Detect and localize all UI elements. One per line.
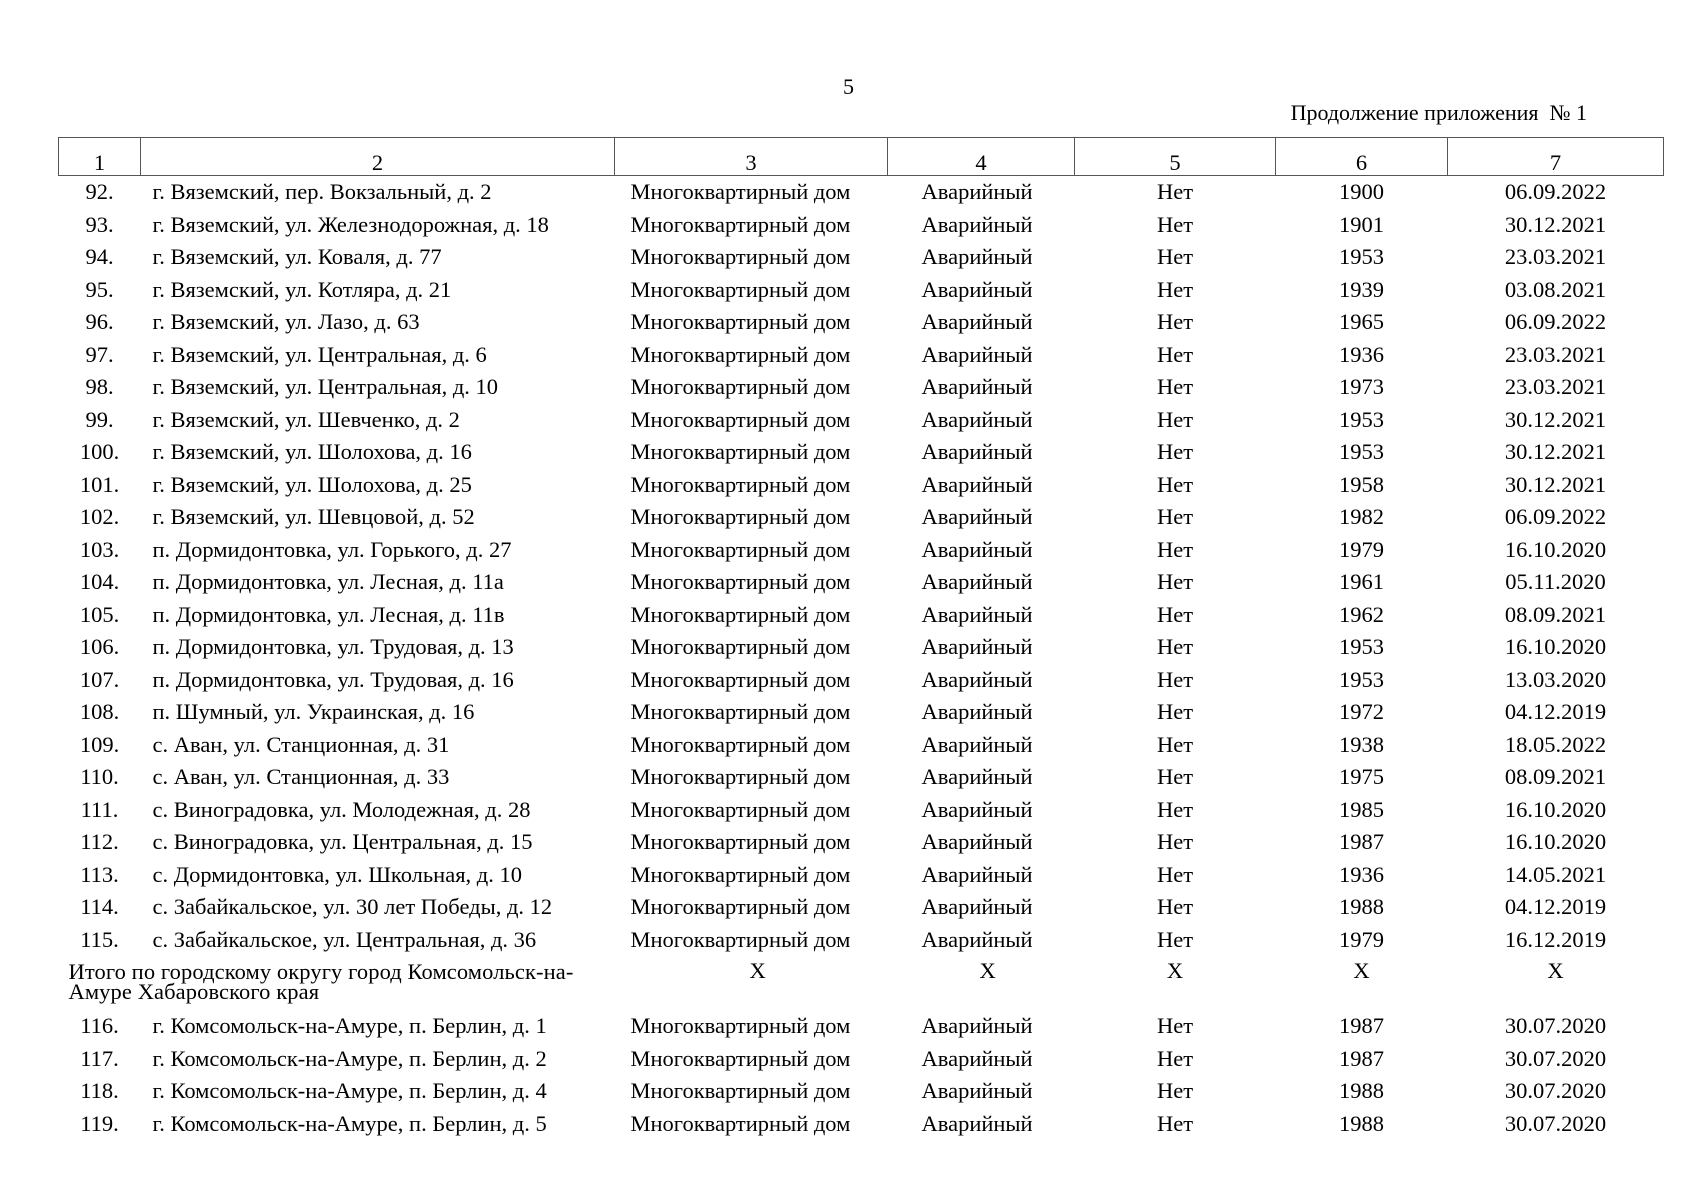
row-date: 06.09.2022 [1504,504,1607,530]
row-year: 1979 [1339,536,1384,562]
subtotal-mark: X [979,958,996,983]
row-flag: Нет [1156,211,1194,237]
row-condition: Аварийный [921,244,1033,270]
row-building-type: Многоквартирный дом [630,211,851,237]
row-condition: Аварийный [921,211,1033,237]
row-address: г. Вяземский, ул. Котляра, д. 21 [152,276,452,302]
housing-table [58,137,1664,1140]
row-date: 06.09.2022 [1504,309,1607,335]
continuation-title: Продолжение приложения № 1 [1290,100,1587,125]
row-number: 117. [80,1045,119,1071]
row-number: 113. [80,861,119,887]
row-flag: Нет [1156,666,1194,692]
column-header: 7 [1448,138,1664,176]
row-date: 30.07.2020 [1504,1045,1607,1071]
row-flag: Нет [1156,406,1194,432]
row-year: 1987 [1339,1013,1384,1039]
table-row [59,241,1664,274]
row-number: 119. [80,1110,119,1136]
row-condition: Аварийный [921,699,1033,725]
table-row [59,1043,1664,1076]
row-building-type: Многоквартирный дом [630,471,851,497]
subtotal-row [59,956,1664,1010]
table-row [59,729,1664,762]
row-building-type: Многоквартирный дом [630,504,851,530]
table-row [59,371,1664,404]
row-year: 1988 [1339,1078,1384,1104]
row-date: 08.09.2021 [1504,764,1607,790]
row-number: 94. [85,244,114,270]
row-flag: Нет [1156,796,1194,822]
row-building-type: Многоквартирный дом [630,1110,851,1136]
row-condition: Аварийный [921,341,1033,367]
row-address: с. Виноградовка, ул. Молодежная, д. 28 [152,796,531,822]
row-condition: Аварийный [921,309,1033,335]
table-row [59,566,1664,599]
row-flag: Нет [1156,309,1194,335]
row-date: 30.12.2021 [1504,439,1607,465]
row-address: г. Вяземский, ул. Центральная, д. 10 [152,374,499,400]
row-address: г. Вяземский, пер. Вокзальный, д. 2 [152,179,492,205]
row-address: с. Аван, ул. Станционная, д. 31 [152,731,450,757]
row-year: 1985 [1339,796,1384,822]
row-condition: Аварийный [921,1045,1033,1071]
row-number: 96. [85,309,114,335]
row-year: 1961 [1339,569,1384,595]
row-date: 16.12.2019 [1504,926,1607,952]
row-flag: Нет [1156,244,1194,270]
row-flag: Нет [1156,471,1194,497]
subtotal-mark: X [749,958,766,983]
subtotal-mark: X [1166,958,1184,983]
row-building-type: Многоквартирный дом [630,829,851,855]
row-address: п. Дормидонтовка, ул. Лесная, д. 11а [152,569,504,595]
row-address: п. Шумный, ул. Украинская, д. 16 [152,699,475,725]
row-date: 04.12.2019 [1504,894,1607,920]
row-flag: Нет [1156,1013,1194,1039]
row-flag: Нет [1156,634,1194,660]
row-number: 106. [79,634,120,660]
row-year: 1936 [1339,861,1384,887]
row-year: 1953 [1339,634,1384,660]
row-date: 23.03.2021 [1504,244,1607,270]
row-address: г. Вяземский, ул. Шевцовой, д. 52 [152,504,475,530]
table-row [59,501,1664,534]
row-building-type: Многоквартирный дом [630,764,851,790]
row-condition: Аварийный [921,1013,1033,1039]
table-body [59,176,1664,1141]
row-year: 1987 [1339,1045,1384,1071]
row-building-type: Многоквартирный дом [630,244,851,270]
row-number: 116. [80,1013,119,1039]
page-number: 5 [843,74,854,99]
row-date: 05.11.2020 [1505,569,1606,595]
row-condition: Аварийный [921,829,1033,855]
row-date: 16.10.2020 [1504,634,1607,660]
table-row [59,1010,1664,1043]
row-address: г. Вяземский, ул. Коваля, д. 77 [152,244,442,270]
column-header: 3 [615,138,888,176]
row-condition: Аварийный [921,1078,1033,1104]
subtotal-label: Итого по городскому округу город Комсомольск-на-Амуре Хабаровского края [68,959,574,1004]
row-address: с. Аван, ул. Станционная, д. 33 [152,764,450,790]
row-year: 1973 [1339,374,1384,400]
row-number: 118. [80,1078,119,1104]
row-building-type: Многоквартирный дом [630,861,851,887]
table-row [59,664,1664,697]
row-address: г. Комсомольск-на-Амуре, п. Берлин, д. 4 [152,1078,547,1104]
row-flag: Нет [1156,341,1194,367]
row-number: 105. [79,601,120,627]
table-row [59,696,1664,729]
column-header: 1 [59,138,141,176]
row-date: 30.07.2020 [1504,1078,1607,1104]
row-year: 1901 [1339,211,1384,237]
row-condition: Аварийный [921,1110,1033,1136]
row-address: г. Комсомольск-на-Амуре, п. Берлин, д. 2 [152,1045,547,1071]
row-condition: Аварийный [921,276,1033,302]
row-address: с. Забайкальское, ул. Центральная, д. 36 [152,926,537,952]
row-year: 1958 [1339,471,1384,497]
row-flag: Нет [1156,536,1194,562]
table-row [59,859,1664,892]
row-address: с. Виноградовка, ул. Центральная, д. 15 [152,829,533,855]
row-year: 1936 [1339,341,1384,367]
row-date: 08.09.2021 [1504,601,1607,627]
row-flag: Нет [1156,439,1194,465]
row-number: 115. [80,926,119,952]
row-building-type: Многоквартирный дом [630,699,851,725]
row-year: 1953 [1339,666,1384,692]
row-year: 1975 [1339,764,1384,790]
table-row [59,436,1664,469]
row-date: 03.08.2021 [1504,276,1607,302]
row-flag: Нет [1156,764,1194,790]
row-date: 04.12.2019 [1504,699,1607,725]
row-date: 30.12.2021 [1504,406,1607,432]
row-flag: Нет [1156,894,1194,920]
row-condition: Аварийный [921,731,1033,757]
row-number: 99. [85,406,114,432]
table-row [59,631,1664,664]
row-building-type: Многоквартирный дом [630,894,851,920]
row-date: 06.09.2022 [1504,179,1607,205]
row-flag: Нет [1156,276,1194,302]
table-row [59,761,1664,794]
table-row [59,794,1664,827]
row-condition: Аварийный [921,504,1033,530]
table-row [59,534,1664,567]
row-number: 112. [80,829,119,855]
row-building-type: Многоквартирный дом [630,1078,851,1104]
row-condition: Аварийный [921,764,1033,790]
row-date: 16.10.2020 [1504,829,1607,855]
row-number: 101. [79,471,120,497]
table-row [59,469,1664,502]
row-number: 100. [79,439,120,465]
row-condition: Аварийный [921,471,1033,497]
row-address: г. Вяземский, ул. Шолохова, д. 16 [152,439,472,465]
row-number: 111. [80,796,119,822]
row-date: 23.03.2021 [1504,341,1607,367]
table-row [59,1108,1664,1141]
row-condition: Аварийный [921,406,1033,432]
row-year: 1938 [1339,731,1384,757]
row-condition: Аварийный [921,439,1033,465]
row-date: 16.10.2020 [1504,796,1607,822]
row-year: 1982 [1339,504,1384,530]
row-date: 18.05.2022 [1504,731,1607,757]
row-address: г. Вяземский, ул. Шолохова, д. 25 [152,471,472,497]
row-condition: Аварийный [921,179,1033,205]
row-date: 30.07.2020 [1504,1013,1607,1039]
column-header: 2 [141,138,615,176]
row-year: 1900 [1339,179,1384,205]
subtotal-mark: X [1353,958,1370,983]
row-number: 107. [79,666,120,692]
row-year: 1965 [1339,309,1384,335]
row-address: п. Дормидонтовка, ул. Трудовая, д. 16 [152,666,514,692]
table-row [59,176,1664,209]
row-flag: Нет [1156,699,1194,725]
row-number: 102. [79,504,120,530]
row-date: 30.12.2021 [1504,471,1607,497]
row-building-type: Многоквартирный дом [630,406,851,432]
row-condition: Аварийный [921,796,1033,822]
row-building-type: Многоквартирный дом [630,796,851,822]
row-date: 30.12.2021 [1504,211,1607,237]
row-number: 109. [79,731,120,757]
row-number: 98. [85,374,114,400]
row-number: 92. [85,179,114,205]
row-condition: Аварийный [921,894,1033,920]
row-flag: Нет [1156,569,1194,595]
table-row [59,599,1664,632]
row-building-type: Многоквартирный дом [630,731,851,757]
row-address: г. Вяземский, ул. Железнодорожная, д. 18 [152,211,549,237]
row-year: 1979 [1339,926,1384,952]
row-flag: Нет [1156,829,1194,855]
row-year: 1962 [1339,601,1384,627]
row-condition: Аварийный [921,536,1033,562]
column-header: 4 [888,138,1075,176]
row-flag: Нет [1156,926,1194,952]
row-condition: Аварийный [921,634,1033,660]
row-building-type: Многоквартирный дом [630,439,851,465]
row-number: 114. [80,894,119,920]
row-building-type: Многоквартирный дом [630,634,851,660]
row-date: 14.05.2021 [1504,861,1607,887]
row-address: г. Вяземский, ул. Лазо, д. 63 [152,309,420,335]
table-row [59,339,1664,372]
row-address: г. Комсомольск-на-Амуре, п. Берлин, д. 1 [152,1013,547,1039]
row-building-type: Многоквартирный дом [630,569,851,595]
table-row [59,924,1664,957]
row-flag: Нет [1156,1110,1194,1136]
table-row [59,1075,1664,1108]
row-flag: Нет [1156,374,1194,400]
row-date: 16.10.2020 [1504,536,1607,562]
row-number: 93. [85,211,114,237]
row-condition: Аварийный [921,601,1033,627]
row-building-type: Многоквартирный дом [630,601,851,627]
row-number: 95. [85,276,114,302]
row-condition: Аварийный [921,926,1033,952]
row-building-type: Многоквартирный дом [630,1045,851,1071]
row-address: с. Забайкальское, ул. 30 лет Победы, д. 12 [152,894,553,920]
table-row [59,209,1664,242]
row-year: 1953 [1339,439,1384,465]
row-year: 1953 [1339,406,1384,432]
row-flag: Нет [1156,861,1194,887]
row-year: 1939 [1339,276,1384,302]
row-flag: Нет [1156,179,1194,205]
row-address: п. Дормидонтовка, ул. Горького, д. 27 [152,536,512,562]
row-address: п. Дормидонтовка, ул. Лесная, д. 11в [152,601,505,627]
row-year: 1988 [1339,894,1384,920]
row-address: п. Дормидонтовка, ул. Трудовая, д. 13 [152,634,514,660]
row-building-type: Многоквартирный дом [630,341,851,367]
row-building-type: Многоквартирный дом [630,179,851,205]
row-building-type: Многоквартирный дом [630,374,851,400]
subtotal-mark: X [1547,958,1564,983]
row-flag: Нет [1156,731,1194,757]
table-row [59,826,1664,859]
row-flag: Нет [1156,504,1194,530]
row-address: г. Вяземский, ул. Шевченко, д. 2 [152,406,460,432]
row-building-type: Многоквартирный дом [630,1013,851,1039]
row-address: г. Комсомольск-на-Амуре, п. Берлин, д. 5 [152,1110,547,1136]
table-row [59,891,1664,924]
row-year: 1987 [1339,829,1384,855]
table-row [59,306,1664,339]
row-building-type: Многоквартирный дом [630,276,851,302]
row-condition: Аварийный [921,861,1033,887]
row-condition: Аварийный [921,374,1033,400]
column-header: 6 [1276,138,1448,176]
row-building-type: Многоквартирный дом [630,536,851,562]
row-building-type: Многоквартирный дом [630,309,851,335]
row-flag: Нет [1156,1078,1194,1104]
row-number: 108. [79,699,120,725]
row-condition: Аварийный [921,569,1033,595]
row-year: 1972 [1339,699,1384,725]
row-date: 23.03.2021 [1504,374,1607,400]
row-address: с. Дормидонтовка, ул. Школьная, д. 10 [152,861,522,887]
column-header: 5 [1075,138,1276,176]
row-year: 1988 [1339,1110,1384,1136]
row-number: 97. [85,341,114,367]
table-header [59,138,1664,176]
row-building-type: Многоквартирный дом [630,666,851,692]
row-flag: Нет [1156,601,1194,627]
row-address: г. Вяземский, ул. Центральная, д. 6 [152,341,487,367]
row-condition: Аварийный [921,666,1033,692]
row-building-type: Многоквартирный дом [630,926,851,952]
row-number: 110. [80,764,119,790]
row-date: 30.07.2020 [1504,1110,1607,1136]
table-row [59,274,1664,307]
table-row [59,404,1664,437]
row-year: 1953 [1339,244,1384,270]
row-flag: Нет [1156,1045,1194,1071]
row-date: 13.03.2020 [1504,666,1607,692]
row-number: 103. [79,536,120,562]
row-number: 104. [79,569,120,595]
